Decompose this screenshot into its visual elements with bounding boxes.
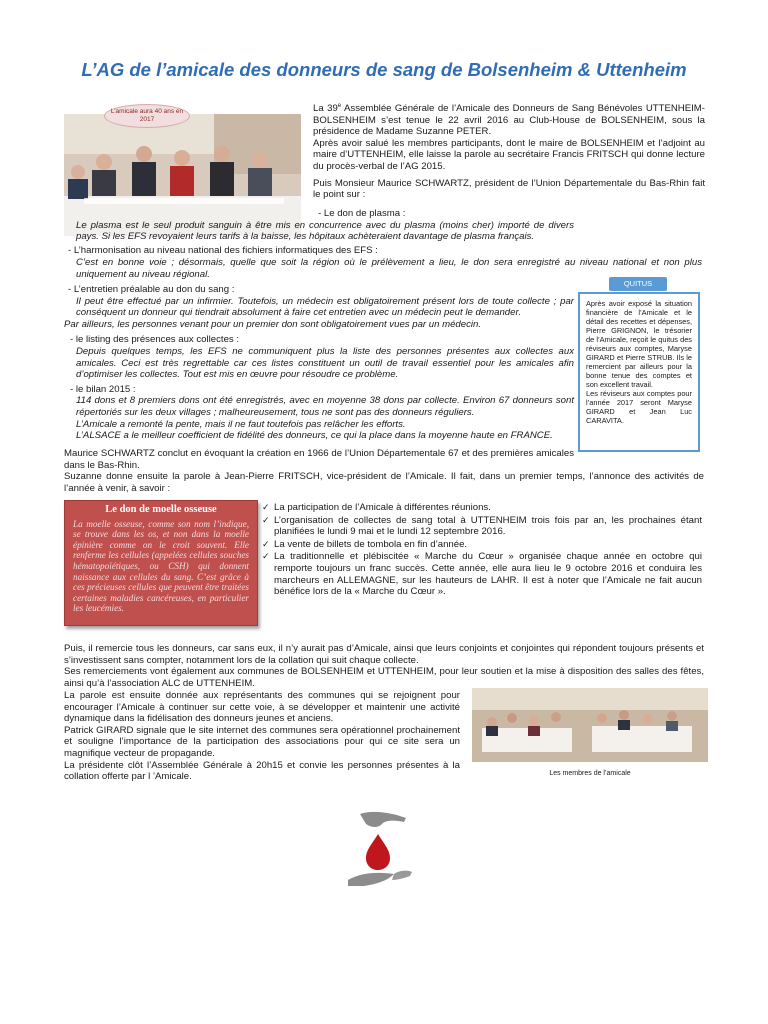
quitus-text-2: Les réviseurs aux comptes pour l’année 2017 seront Maryse GIRARD et Jean Luc CARAVITA. [586,389,692,425]
closing-paragraph-3: La parole est ensuite donnée aux représentants des communes qui se rejoignent pour encourager l’Amicale à continuer sur cette voie, à se développer et maintenir une activité dynamique dans la fidélisation des donneurs jeunes et anciens. [64,690,460,725]
quitus-text-1: Après avoir exposé la situation financière de l’Amicale et le détail des recettes et dépenses, Pierre GRIGNON, le trésorier de l’Amicale, reçoit le quitus des réviseurs aux comptes, Maryse GIRARD et Pierre STRUB. Ils le remercient par ailleurs pour la bonne tenue des comptes et son excellent travail. [586,299,692,389]
members-photo-caption: Les membres de l’amicale [549,770,631,777]
bilan-text-1: 114 dons et 8 premiers dons ont été enregistrés, avec en moyenne 38 dons par collecte. Environ 67 donneurs sont répertoriés sur les deux villages ; malheureusement, tous ne sont pas des donneurs réguliers. [76,395,574,418]
fritsch-text: Suzanne donne ensuite la parole à Jean-Pierre FRITSCH, vice-président de l’Amicale. Il fait, dans un premier temps, l’annonce des activités de l’année à venir, à savoir : [64,471,704,494]
closing-paragraph-1: Puis, il remercie tous les donneurs, car sans eux, il n’y aurait pas d’Amicale, ainsi que leurs conjoints et conjointes qui répondent toujours présents et s’investissent sans compter, notamment lors de la collation qui suit chaque collecte. [64,643,704,666]
activity-item: ✓ La vente de billets de tombola en fin d’année. [262,538,468,550]
quitus-tab: QUITUS [609,277,667,291]
check-icon: ✓ [262,502,270,512]
closing-left-column [64,690,460,783]
anniversary-bubble: L’amicale aura 40 ans en 2017 [104,104,190,128]
members-photo-image [472,688,708,762]
bone-marrow-title: Le don de moelle osseuse [105,504,217,515]
entretien-extra: Par ailleurs, les personnes venant pour un premier don sont obligatoirement vues par un médecin. [64,318,482,330]
blood-donation-logo [338,808,418,888]
activity-item: ✓ La traditionnelle et plébiscitée « Marche du Cœur » organisée chaque année en octobre qui remporte toujours un franc succès. Cette année, elle aura lieu le 9 octobre 2016 et conduira les marcheurs en ALLEMAGNE, sur les hauteurs de LAHR. Il est à noter que l’Amicale ne fait aucun bénéfice lors de la « Marche du Cœur ». [262,551,702,598]
plasma-text: Le plasma est le seul produit sanguin à être mis en concurrence avec du plasma (moins cher) importé de divers pays. Si les EFS revoyaient leurs tarifs à la baisse, les hôpitaux achèteraient davantage de plasma français. [76,219,574,243]
intro-section [313,103,705,201]
closing-section [64,643,704,689]
bilan-text-2: L’Amicale a remonté la pente, mais il ne faut toutefois pas relâcher les efforts. [76,418,406,430]
check-icon: ✓ [262,551,270,562]
members-photo [472,688,708,762]
plasma-heading: - Le don de plasma : [318,208,406,219]
intro-paragraph-3: Puis Monsieur Maurice SCHWARTZ, président de l’Union Départementale du Bas-Rhin fait le point sur : [313,177,705,201]
activity-item: ✓ La participation de l’Amicale à différentes réunions. [262,502,491,513]
points-section [64,208,574,256]
harmonisation-text-box [76,257,702,280]
activities-section [262,502,702,599]
activity-item: ✓ L’organisation de collectes de sang total à UTTENHEIM trois fois par an, les prochaines étant planifiées le lundi 9 mai et le lundi 12 septembre 2016. [262,514,702,538]
bilan-text-3: L’ALSACE a le meilleur coefficient de fidélité des donneurs, ce qui la place dans la moyenne haute en FRANCE. [76,430,553,442]
check-icon: ✓ [262,538,270,549]
harmonisation-text: C’est en bonne voie ; désormais, quelle que soit la région où le prélèvement a lieu, le don sera enregistré au niveau national et non plus uniquement au niveau régional. [76,257,702,280]
intro-paragraph-2: Après avoir salué les membres participants, dont le maire de BOLSENHEIM et l’adjoint au maire d’UTTENHEIM, elle laisse la parole au secrétaire Francis FRITSCH qui donne lecture du procès-verbal de l’AG 2015. [313,137,705,172]
harmonisation-heading: - L’harmonisation au niveau national des fichiers informatiques des EFS : [68,244,378,256]
conclusion-text: Maurice SCHWARTZ conclut en évoquant la création en 1966 de l’Union Départementale 67 et des premières amicales dans le Bas-Rhin. [64,448,574,471]
bone-marrow-box [64,500,258,626]
closing-paragraph-5: La présidente clôt l’Assemblée Générale à 20h15 et convie les personnes présentes à la collation offerte par l ’Amicale. [64,759,460,783]
bone-marrow-text: La moelle osseuse, comme son nom l’indique, se trouve dans les os, et non dans la moelle épinière comme on le croit souvent. Elle renferme les cellules (appelées cellules souches hématopoïétiques, ou CSH) qui donnent naissance aux cellules du sang. C’est grâce à ces précieuses cellules que peuvent être traitées certaines maladies cancéreuses, en particulier les leucémies. [73,518,249,614]
closing-paragraph-2: Ses remerciements vont également aux communes de BOLSENHEIM et UTTENHEIM, pour leur soutien et la mise à disposition des salles des fêtes, ainsi qu’à l’association ALC de UTTENHEIM. [64,666,704,689]
closing-paragraph-4: Patrick GIRARD signale que le site internet des communes sera opérationnel prochainement et souligne l’importance de la participation des associations pour qui ce site sera un magnifique vecteur de propagande. [64,724,460,759]
conclusion-section [64,448,704,494]
entretien-section [64,284,574,442]
page-title: L’AG de l’amicale des donneurs de sang de Bolsenheim & Uttenheim [81,59,687,80]
check-icon: ✓ [262,514,270,525]
entretien-heading: - L’entretien préalable au don du sang : [68,284,235,295]
blood-donation-icon [338,808,418,888]
listing-text: Depuis quelques temps, les EFS ne communiquent plus la liste des personnes présentes aux collectes aux amicales. Ceci est très regrettable car ces listes constituent un outil de travail essentiel pour les amicales afin d’optimiser les collectes. Tout est mis en œuvre pour résoudre ce problème. [76,345,574,381]
intro-paragraph-1: La 39e Assemblée Générale de l’Amicale des Donneurs de Sang Bénévoles UTTENHEIM-BOLSENHEIM s’est tenue le 22 avril 2016 au Club-House de BOLSENHEIM, sous la présidence de Madame Suzanne PETER. [313,102,705,138]
entretien-text: Il peut être effectué par un infirmier. Toutefois, un médecin est obligatoirement présent lors de toute collecte ; par conséquent un donneur qui tiendrait absolument à faire cet entretien avec un médecin peut le demander. [76,295,574,319]
listing-heading: - le listing des présences aux collectes : [70,334,240,346]
activities-list [262,502,702,598]
bilan-heading: - le bilan 2015 : [70,383,136,395]
quitus-box [578,292,700,452]
